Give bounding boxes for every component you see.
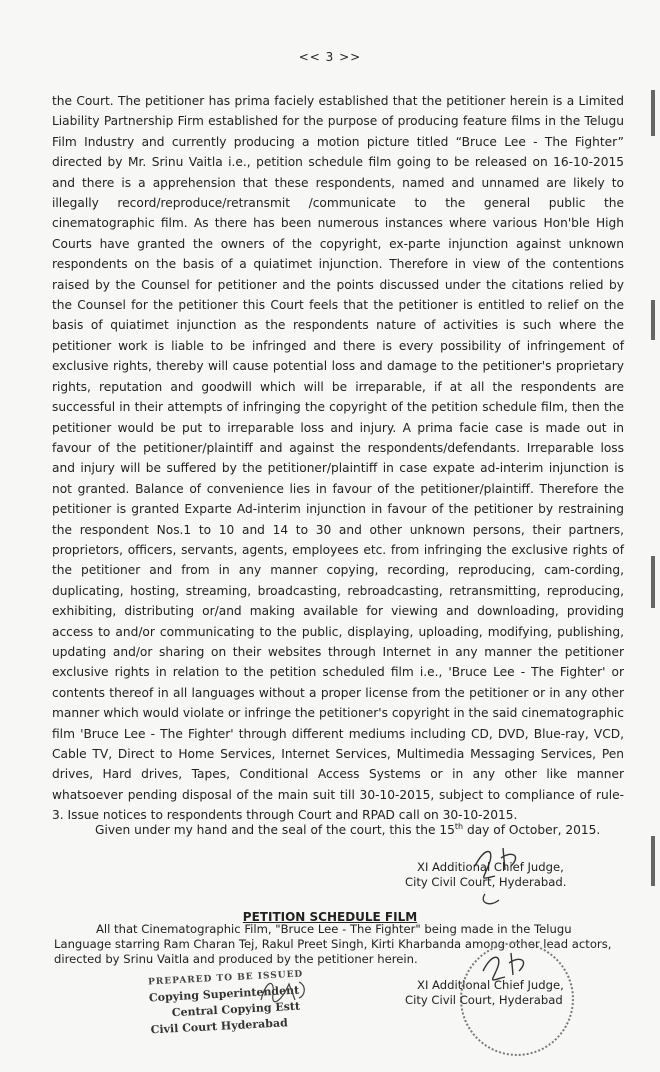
given-under-hand-line	[95, 822, 600, 837]
stamp-line-4: Civil Court Hyderabad	[150, 1016, 289, 1037]
judge-block-2	[405, 978, 564, 1008]
given-text-before: Given under my hand and the seal of the court, this the 15	[95, 823, 455, 838]
stamp-line-1: PREPARED TO BE ISSUED	[147, 969, 304, 988]
given-text-after: day of October, 2015.	[463, 823, 601, 838]
scan-edge-mark	[651, 556, 655, 608]
stamp-line-3: Central Copying Estt	[171, 999, 301, 1020]
stamp-line-2: Copying Superintendent	[148, 983, 300, 1005]
scan-edge-mark	[651, 836, 655, 886]
schedule-text: All that Cinematographic Film, "Bruce Lee - The Fighter" being made in the Telugu Language starring Ram Charan Tej, Rakul Preet Singh, Kirti Kharbanda among other lead actors, directed by Srinu Vaitla and produced by the petitioner herein.	[54, 922, 612, 966]
stamp-signature	[255, 972, 315, 1008]
given-ordinal-suffix: th	[454, 822, 464, 831]
scan-edge-mark	[651, 300, 655, 340]
judge-block-1	[405, 860, 566, 890]
page-number: << 3 >>	[298, 50, 362, 64]
judge-1-court: City Civil Court, Hyderabad.	[405, 875, 567, 889]
schedule-title: PETITION SCHEDULE FILM	[242, 910, 418, 924]
judge-2-title: XI Additional Chief Judge,	[417, 978, 564, 992]
scan-edge-mark	[651, 90, 655, 136]
judge-1-title: XI Additional Chief Judge,	[417, 860, 564, 874]
order-body-paragraph: the Court. The petitioner has prima faciely established that the petitioner herein is a Limited Liability Partnership Firm established for the purpose of producing feature films in the Telugu Film Industry and currently producing a motion picture titled “Bruce Lee - The Fighter” directed by Mr. Srinu Vaitla i.e., petition schedule film going to be released on 16-10-2015 and there is a apprehension that these respondents, named and unnamed are likely to illegally record/reproduce/retransmit /communicate to the general public the cinematographic film. As there has been numerous instances where various Hon'ble High Courts have granted the owners of the copyright, ex-parte injunction against unknown respondents on the basis of a quiatimet injunction. Therefore in view of the contentions raised by the Counsel for petitioner and the points discussed under the citations relied by the Counsel for the petitioner this Court feels that the petitioner is entitled to relief on the basis of quiatimet injunction as the respondents nature of activities is such where the petitioner work is liable to be infringed and there is every possibility of infringement of exclusive rights, thereby will cause potential loss and damage to the petitioner's proprietary rights, reputation and goodwill which will be irreparable, if at all the respondents are successful in their attempts of infringing the copyright of the petition schedule film, then the petitioner would be put to irreparable loss and injury. A prima facie case is made out in favour of the petitioner/plaintiff and against the respondents/defendants. Irreparable loss and injury will be suffered by the petitioner/plaintiff in case expate ad-interim injunction is not granted. Balance of convenience lies in favour of the petitioner/plaintiff. Therefore the petitioner is granted Exparte Ad-interim injunction in favour of the petitioner by restraining the respondent Nos.1 to 10 and 14 to 30 and other unknown persons, their partners, proprietors, officers, servants, agents, employees etc. from infringing the exclusive rights of the petitioner and from in any manner copying, recording, reproducing, cam-cording, duplicating, hosting, streaming, broadcasting, rebroadcasting, retransmitting, reproducing, exhibiting, distributing or/and making available for viewing and downloading, providing access to and/or communicating to the public, displaying, uploading, modifying, publishing, updating and/or sharing on their websites through Internet in any manner the petitioner exclusive rights in relation to the petition scheduled film i.e., 'Bruce Lee - The Fighter' or contents thereof in all languages without a proper license from the petitioner or in any other manner which would violate or infringe the petitioner's copyright in the said cinematographic film 'Bruce Lee - The Fighter' through different mediums including CD, DVD, Blue-ray, VCD, Cable TV, Direct to Home Services, Internet Services, Multimedia Messaging Services, Pen drives, Hard drives, Tapes, Conditional Access Systems or in any other like manner whatsoever pending disposal of the main suit till 30-10-2015, subject to compliance of rule-3. Issue notices to respondents through Court and RPAD call on 30-10-2015.	[52, 94, 624, 823]
judge-2-court: City Civil Court, Hyderabad	[405, 993, 563, 1007]
